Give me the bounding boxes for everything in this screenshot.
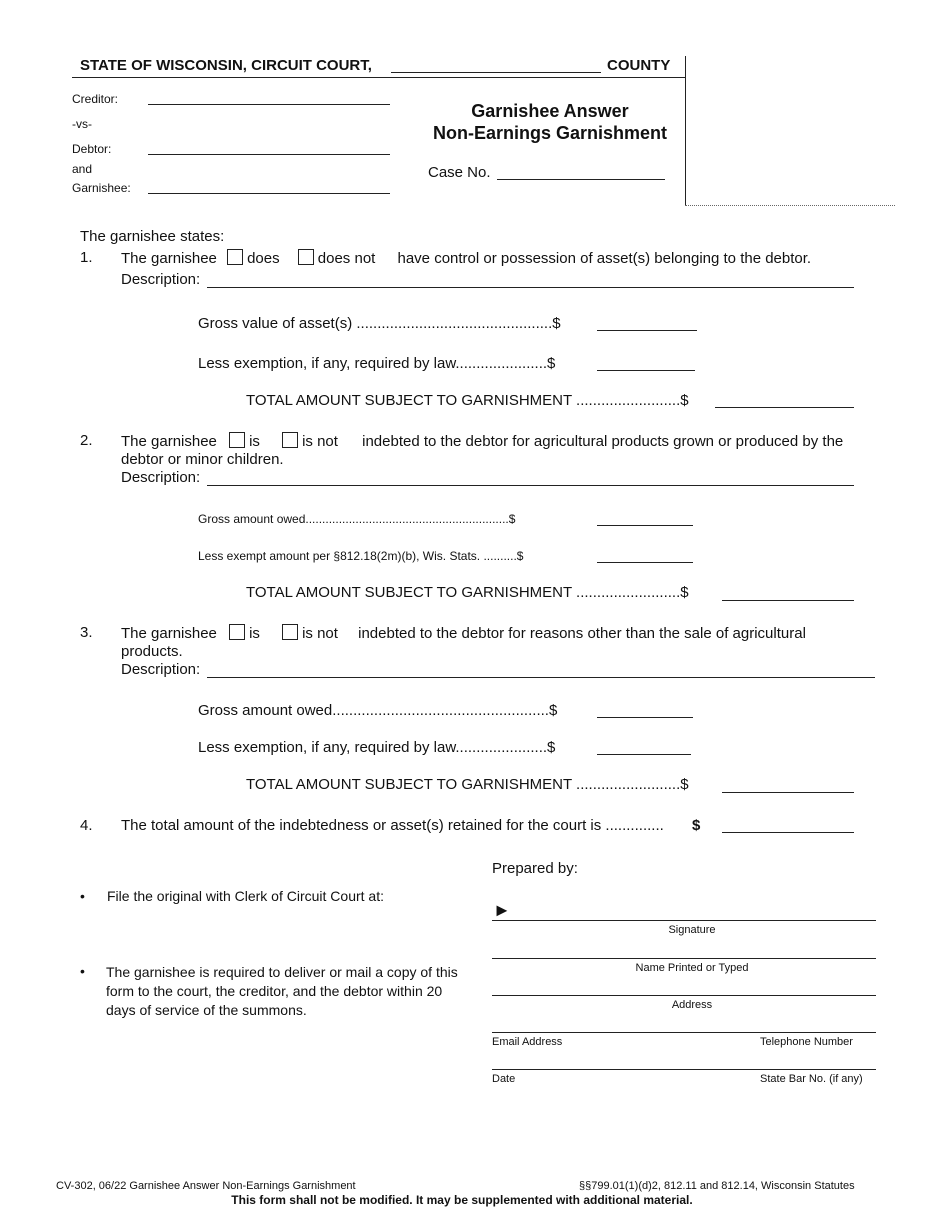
s3-description-field[interactable] xyxy=(207,677,875,678)
s1-does-checkbox[interactable] xyxy=(227,249,243,265)
s3-total-field[interactable] xyxy=(722,792,854,793)
form-title-line1: Garnishee Answer xyxy=(471,101,629,121)
s3-lead: The garnishee xyxy=(121,625,217,642)
s2-total-field[interactable] xyxy=(722,600,854,601)
date-bar-field[interactable] xyxy=(492,1069,876,1070)
s2-is-label: is xyxy=(249,433,260,450)
s2-lead: The garnishee xyxy=(121,433,217,450)
s2-is-checkbox[interactable] xyxy=(229,432,245,448)
s2-description-label: Description: xyxy=(121,469,201,486)
s2-description-field[interactable] xyxy=(207,485,854,486)
and-label: and xyxy=(72,162,93,176)
header-rule xyxy=(72,77,686,78)
statutes: §§799.01(1)(d)2, 812.11 and 812.14, Wisconsin Statutes xyxy=(579,1180,855,1192)
address-field[interactable] xyxy=(492,995,876,996)
intro-text: The garnishee states: xyxy=(80,228,225,245)
s2-gross-label: Gross amount owed.............................................................$ xyxy=(198,512,516,526)
s4-num: 4. xyxy=(80,817,93,834)
s3-statement xyxy=(121,624,806,642)
bullet2-dot: • xyxy=(80,963,85,979)
s3-gross-label: Gross amount owed....................................................$ xyxy=(198,702,558,719)
header-vertical-rule xyxy=(685,56,686,206)
case-no-field[interactable] xyxy=(497,179,665,180)
s1-total-field[interactable] xyxy=(715,407,854,408)
s1-less-label: Less exemption, if any, required by law......................$ xyxy=(198,355,556,372)
email-label: Email Address xyxy=(492,1036,563,1048)
s3-less-field[interactable] xyxy=(597,754,691,755)
court-label: STATE OF WISCONSIN, CIRCUIT COURT, xyxy=(80,57,372,74)
s1-lead: The garnishee xyxy=(121,250,217,267)
s3-is-label: is xyxy=(249,625,260,642)
s1-num: 1. xyxy=(80,249,93,266)
signature-arrow-icon: ► xyxy=(493,900,511,920)
bullet1-dot: • xyxy=(80,888,85,904)
vs-label: -vs- xyxy=(72,117,92,131)
bullet2-text: The garnishee is required to deliver or mail a copy of this form to the court, the creditor, and the debtor within 20 days of service of the summons. xyxy=(106,964,458,1018)
s2-statement xyxy=(121,432,843,450)
s1-total-label: TOTAL AMOUNT SUBJECT TO GARNISHMENT .........................$ xyxy=(246,392,689,409)
s1-rest: have control or possession of asset(s) belonging to the debtor. xyxy=(397,250,812,267)
address-label: Address xyxy=(671,999,713,1011)
creditor-field[interactable] xyxy=(148,104,390,105)
s2-is-not-checkbox[interactable] xyxy=(282,432,298,448)
s2-num: 2. xyxy=(80,432,93,449)
s1-description-label: Description: xyxy=(121,271,201,288)
garnishee-label: Garnishee: xyxy=(72,181,131,195)
s2-less-label: Less exempt amount per §812.18(2m)(b), Wis. Stats. ..........$ xyxy=(198,549,524,563)
footer-notice: This form shall not be modified. It may be supplemented with additional material. xyxy=(231,1193,693,1207)
s1-description-field[interactable] xyxy=(207,287,854,288)
garnishee-field[interactable] xyxy=(148,193,390,194)
s2-is-not-label: is not xyxy=(302,433,338,450)
s1-gross-label: Gross value of asset(s) ...............................................$ xyxy=(198,315,561,332)
name-label: Name Printed or Typed xyxy=(635,962,749,974)
phone-label: Telephone Number xyxy=(760,1036,853,1048)
s3-is-not-checkbox[interactable] xyxy=(282,624,298,640)
s3-rest2: products. xyxy=(121,643,183,660)
s4-dollar: $ xyxy=(692,817,701,834)
signature-label: Signature xyxy=(668,924,716,936)
s1-less-field[interactable] xyxy=(597,370,695,371)
s3-less-label: Less exemption, if any, required by law......................$ xyxy=(198,739,556,756)
s4-total-field[interactable] xyxy=(722,832,854,833)
creditor-label: Creditor: xyxy=(72,92,119,106)
county-field[interactable] xyxy=(391,72,601,73)
s3-total-label: TOTAL AMOUNT SUBJECT TO GARNISHMENT .........................$ xyxy=(246,776,689,793)
s3-is-checkbox[interactable] xyxy=(229,624,245,640)
s3-description-label: Description: xyxy=(121,661,201,678)
bar-no-label: State Bar No. (if any) xyxy=(760,1073,863,1085)
email-phone-field[interactable] xyxy=(492,1032,876,1033)
s2-total-label: TOTAL AMOUNT SUBJECT TO GARNISHMENT .........................$ xyxy=(246,584,689,601)
form-title-line2: Non-Earnings Garnishment xyxy=(432,123,668,143)
s1-does-not-checkbox[interactable] xyxy=(298,249,314,265)
case-no-label: Case No. xyxy=(428,164,491,181)
s3-rest: indebted to the debtor for reasons other than the sale of agricultural xyxy=(358,625,806,642)
s1-gross-field[interactable] xyxy=(597,330,697,331)
s2-gross-field[interactable] xyxy=(597,525,693,526)
name-field[interactable] xyxy=(492,958,876,959)
debtor-field[interactable] xyxy=(148,154,390,155)
s2-rest: indebted to the debtor for agricultural products grown or produced by the xyxy=(362,433,844,450)
stamp-box-rule xyxy=(685,205,895,206)
s4-text: The total amount of the indebtedness or asset(s) retained for the court is .............. xyxy=(121,817,664,834)
s1-statement xyxy=(121,249,811,267)
s2-less-field[interactable] xyxy=(597,562,693,563)
debtor-label: Debtor: xyxy=(72,142,112,156)
s3-is-not-label: is not xyxy=(302,625,338,642)
form-id: CV-302, 06/22 Garnishee Answer Non-Earnings Garnishment xyxy=(56,1180,356,1192)
s3-gross-field[interactable] xyxy=(597,717,693,718)
bullet1-text: File the original with Clerk of Circuit Court at: xyxy=(107,888,384,904)
s1-does-label: does xyxy=(247,250,280,267)
s2-rest2: debtor or minor children. xyxy=(121,451,284,468)
date-label: Date xyxy=(492,1073,516,1085)
prepared-by-label: Prepared by: xyxy=(492,860,578,877)
s1-does-not-label: does not xyxy=(317,250,376,267)
county-label: COUNTY xyxy=(607,57,671,74)
signature-field[interactable] xyxy=(492,920,876,921)
s3-num: 3. xyxy=(80,624,93,641)
